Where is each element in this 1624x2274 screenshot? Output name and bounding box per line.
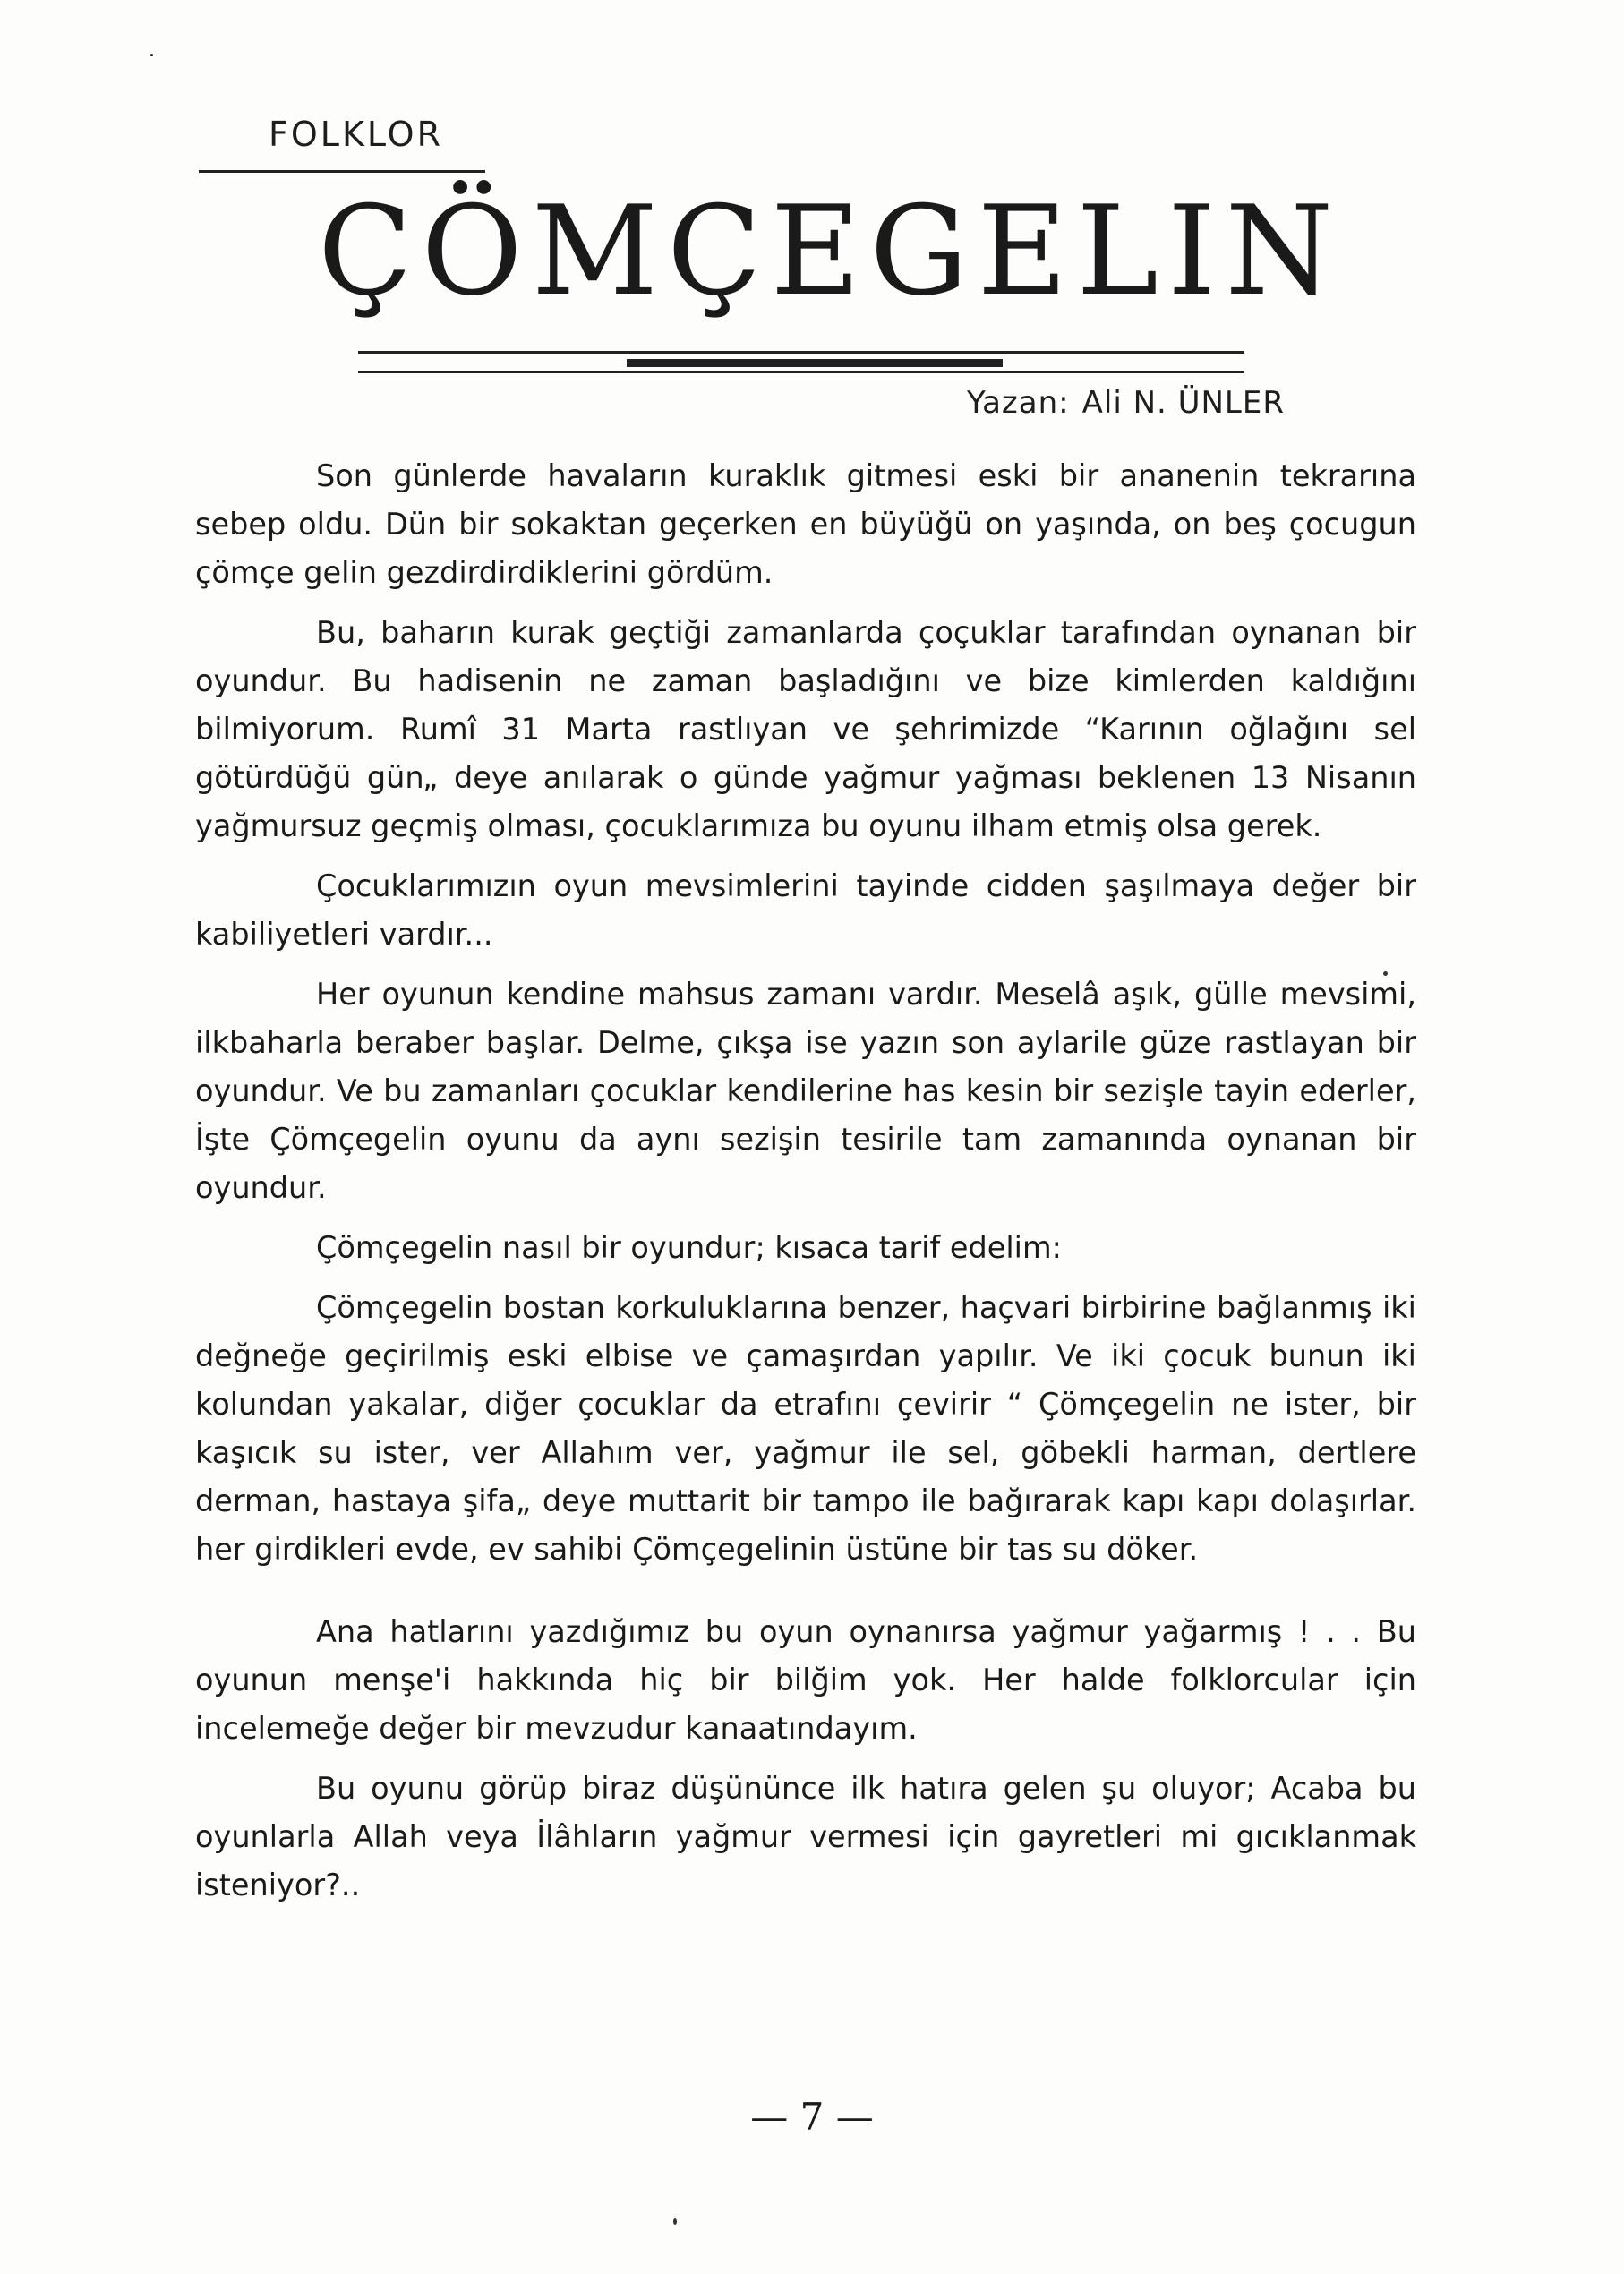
article-body (195, 452, 1416, 1921)
byline-author: Ali N. ÜNLER (1081, 385, 1285, 421)
paragraph: Son günlerde havaların kuraklık gitmesi eski bir ananenin tekrarına sebep oldu. Dün bir sokaktan geçerken en büyüğü on yaşında, on beş çocugun çömçe gelin gezdirdirdiklerini gördüm. (195, 458, 1416, 590)
section-underline (199, 170, 485, 173)
scan-speck (150, 54, 153, 56)
paragraph: Bu oyunu görüp biraz düşününce ilk hatıra gelen şu oluyor; Acaba bu oyunlarla Allah veya İlâhların yağmur vermesi için gayretleri mi gıcıklanmak isteniyor?.. (195, 1771, 1416, 1902)
paragraph: Çocuklarımızın oyun mevsimlerini tayinde cidden şaşılmaya değer bir kabiliyetleri vardır... (195, 868, 1416, 952)
article-title: ÇÖMÇEGELIN (318, 179, 1343, 323)
paragraph: Çömçegelin bostan korkuluklarına benzer, haçvari birbirine bağlanmış iki değneğe geçirilmiş eski elbise ve çamaşırdan yapılır. Ve iki çocuk bunun iki kolundan yakalar, diğer çocuklar da etrafını çevirir “ Çömçegelin ne ister, bir kaşıcık su ister, ver Allahım ver, yağmur ile sel, göbekli harman, dertlere derman, hastaya şifa„ deye muttarit bir tampo ile bağırarak kapı kapı dolaşırlar. her girdikleri evde, ev sahibi Çömçegelinin üstüne bir tas su döker. (195, 1290, 1416, 1567)
paragraph: Her oyunun kendine mahsus zamanı vardır. Meselâ aşık, gülle mevsimi, ilkbaharla beraber başlar. Delme, çıkşa ise yazın son aylarile güze rastlayan bir oyundur. Ve bu zamanları çocuklar kendilerine has kesin bir sezişle tayin ederler, İşte Çömçegelin oyunu da aynı sezişin tesirile tam zamanında oynanan bir oyundur. (195, 977, 1416, 1205)
title-rule-bottom (358, 371, 1244, 373)
scan-speck (673, 2218, 677, 2225)
paragraph: Ana hatlarını yazdığımız bu oyun oynanırsa yağmur yağarmış ! . . Bu oyunun menşe'i hakkında hiç bir bilğim yok. Her halde folklorcular için incelemeğe değer bir mevzudur kanaatındayım. (195, 1614, 1416, 1746)
title-rule-thick (627, 359, 1003, 367)
byline-label: Yazan: (967, 385, 1070, 421)
page-number: — 7 — (750, 2095, 874, 2139)
paragraph: Çömçegelin nasıl bir oyundur; kısaca tarif edelim: (316, 1230, 1062, 1265)
scan-speck (1383, 971, 1388, 976)
byline (967, 385, 1285, 421)
title-rule-top (358, 351, 1244, 354)
paragraph: Bu, baharın kurak geçtiği zamanlarda çoçuklar tarafından oynanan bir oyundur. Bu hadisenin ne zaman başladığını ve bize kimlerden kaldığını bilmiyorum. Rumî 31 Marta rastlıyan ve şehrimizde “Karının oğlağını sel götürdüğü gün„ deye anılarak o günde yağmur yağması beklenen 13 Nisanın yağmursuz geçmiş olması, çocuklarımıza bu oyunu ilham etmiş olsa gerek. (195, 615, 1416, 843)
section-label: FOLKLOR (269, 115, 443, 154)
